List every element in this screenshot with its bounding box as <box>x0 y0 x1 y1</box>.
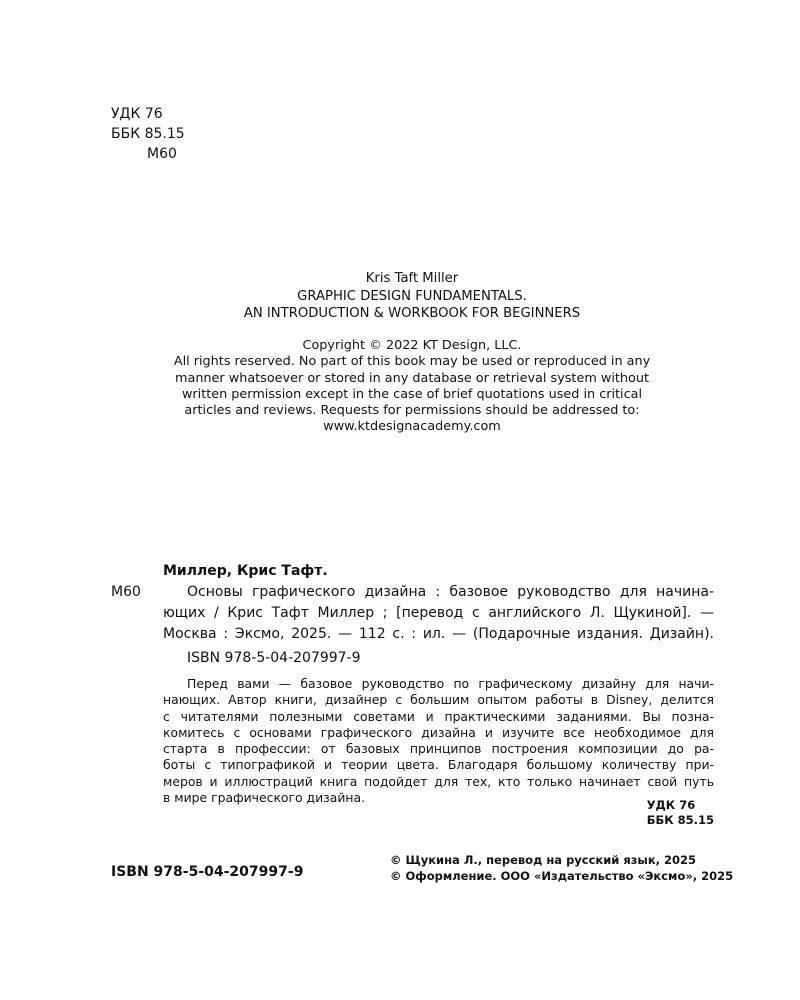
copyright-line: Copyright © 2022 KT Design, LLC. <box>302 338 522 353</box>
classification-block <box>111 104 185 164</box>
annotation-line: в мире графического дизайна. <box>163 790 366 806</box>
annotation-line: с читателями полезными советами и практическими заданиями. Вы позна- <box>163 708 714 724</box>
original-author: Kris Taft Miller <box>365 271 459 286</box>
annotation-line: Перед вами — базовое руководство по графическому дизайну для начи- <box>187 676 714 691</box>
rights-line: written permission except in the case of brief quotations used in critical <box>181 386 643 402</box>
footer-isbn: ISBN 978-5-04-207997-9 <box>111 864 304 880</box>
translation-copyright: © Щукина Л., перевод на русский язык, 2025 <box>390 853 697 867</box>
rights-line: manner whatsoever or stored in any database or retrieval system without <box>175 370 649 386</box>
design-copyright: © Оформление. ООО «Издательство «Эксмо», 2025 <box>390 869 734 883</box>
udk-code: УДК 76 <box>111 106 163 122</box>
description-line: ющих / Крис Тафт Миллер ; [перевод с английского Л. Щукиной]. — <box>163 605 714 621</box>
copyright-block <box>150 338 674 436</box>
bbk-code: ББК 85.15 <box>111 126 185 142</box>
annotation-line: меров и иллюстраций книга подойдет для тех, кто только начинает свой путь <box>163 773 714 789</box>
rights-line: All rights reserved. No part of this book may be used or reproduced in any <box>173 354 651 370</box>
bibliographic-heading: Миллер, Крис Тафт. <box>163 563 328 579</box>
bibliographic-description <box>163 582 714 645</box>
annotation-udk: УДК 76 <box>646 798 696 812</box>
original-title-line-1: GRAPHIC DESIGN FUNDAMENTALS. <box>297 288 527 304</box>
annotation-block <box>163 676 714 806</box>
annotation-line: старта в профессии: от базовых принципов построения композиции до ра- <box>163 741 714 757</box>
description-line: Москва : Эксмо, 2025. — 112 с. : ил. — (Подарочные издания. Дизайн). <box>163 626 714 642</box>
bibliographic-author-mark: М60 <box>111 584 141 600</box>
annotation-line: боты с типографикой и теории цвета. Благодаря большому количеству при- <box>163 757 714 773</box>
annotation-line: нающих. Автор книги, дизайнер с большим опытом работы в Disney, делится <box>163 692 714 708</box>
annotation-line: комитесь с основами графического дизайна и изучите все необходимое для <box>163 724 714 740</box>
publisher-website: www.ktdesignacademy.com <box>323 419 501 435</box>
original-title-block <box>150 270 674 323</box>
rights-line: articles and reviews. Requests for permissions should be addressed to: <box>184 403 640 419</box>
annotation-classification <box>647 798 714 828</box>
footer-copyright-block <box>390 852 733 884</box>
description-line: Основы графического дизайна : базовое руководство для начина- <box>187 584 714 600</box>
author-mark: М60 <box>147 146 177 162</box>
original-title-line-2: AN INTRODUCTION & WORKBOOK FOR BEGINNERS <box>243 306 581 321</box>
annotation-bbk: ББК 85.15 <box>646 813 714 827</box>
bibliographic-isbn: ISBN 978-5-04-207997-9 <box>187 650 361 666</box>
